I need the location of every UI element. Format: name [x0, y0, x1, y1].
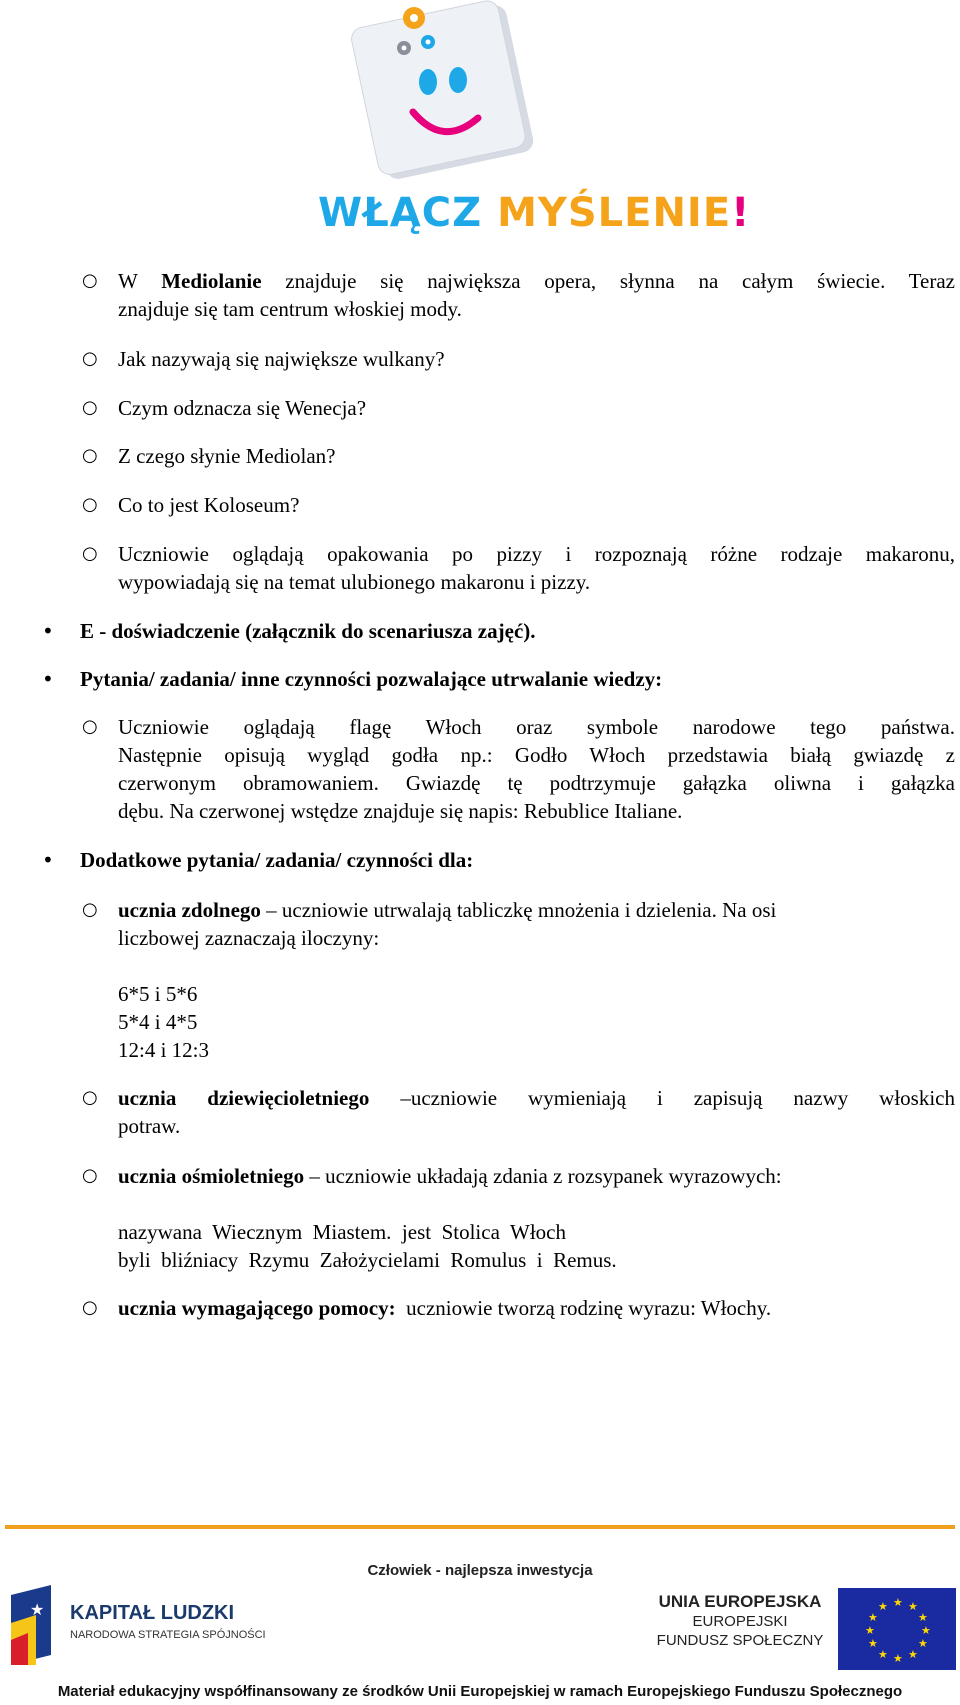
list-item-line: Następnie opisują wygląd godła np.: Godło Włoch przedstawia białą gwiazdę z: [118, 743, 955, 767]
circle-bullet-icon: ○: [82, 348, 98, 369]
eu-flag-icon: [838, 1588, 956, 1670]
circle-bullet-icon: ○: [82, 270, 98, 291]
circle-bullet-icon: ○: [82, 397, 98, 418]
list-item: Czym odznacza się Wenecja?: [118, 396, 367, 420]
kapital-ludzki-title: KAPITAŁ LUDZKI: [70, 1602, 235, 1624]
section-heading: E - doświadczenie (załącznik do scenariusza zajęć).: [80, 619, 536, 643]
list-item-line: liczbowej zaznaczają iloczyny:: [118, 926, 380, 950]
wlacz-myslenie-logo: [318, 0, 751, 240]
list-item: Uczniowie oglądają opakowania po pizzy i rozpoznają różne rodzaje makaronu,: [118, 542, 955, 566]
svg-text:★: ★: [878, 1648, 888, 1661]
list-item-line: potraw.: [118, 1114, 181, 1138]
svg-text:★: ★: [893, 1596, 903, 1609]
svg-text:★: ★: [878, 1600, 888, 1613]
circle-bullet-icon: ○: [82, 494, 98, 515]
eu-text-block: [640, 1592, 840, 1650]
kapital-ludzki-emblem-icon: [6, 1585, 66, 1667]
footer-funding-note: Materiał edukacyjny współfinansowany ze środków Unii Europejskiej w ramach Europejskiego Funduszu Społecznego: [57, 1683, 903, 1700]
eu-line-1: UNIA EUROPEJSKA: [658, 1592, 822, 1611]
svg-text:★: ★: [865, 1624, 875, 1637]
circle-bullet-icon: ○: [82, 716, 98, 737]
list-item: ucznia zdolnego – uczniowie utrwalają tabliczkę mnożenia i dzielenia. Na osi: [118, 898, 777, 922]
svg-text:★: ★: [921, 1624, 931, 1637]
circle-bullet-icon: ○: [82, 1297, 98, 1318]
eu-line-3: FUNDUSZ SPOŁECZNY: [656, 1632, 824, 1649]
svg-text:★: ★: [908, 1648, 918, 1661]
footer-divider: [5, 1525, 955, 1529]
scrambled-sentence: byli bliźniacy Rzymu Założycielami Romulus i Remus.: [118, 1248, 617, 1272]
list-item-line: znajduje się tam centrum włoskiej mody.: [118, 297, 462, 321]
svg-text:★: ★: [30, 1600, 45, 1619]
svg-text:★: ★: [868, 1637, 878, 1650]
svg-text:★: ★: [893, 1652, 903, 1665]
list-item: Z czego słynie Mediolan?: [118, 444, 336, 468]
product-line: 12:4 i 12:3: [118, 1038, 210, 1062]
circle-bullet-icon: ○: [82, 1165, 98, 1186]
list-item: Uczniowie oglądają flagę Włoch oraz symbole narodowe tego państwa.: [118, 715, 955, 739]
list-item: ucznia dziewięcioletniego –uczniowie wymieniają i zapisują nazwy włoskich: [118, 1086, 955, 1110]
disc-bullet-icon: •: [42, 848, 54, 872]
svg-text:★: ★: [918, 1637, 928, 1650]
smiley-gear-icon: [318, 0, 658, 190]
circle-bullet-icon: ○: [82, 899, 98, 920]
circle-bullet-icon: ○: [82, 1087, 98, 1108]
list-item-line: czerwonym obramowaniem. Gwiazdę tę podtrzymuje gałązka oliwna i gałązka: [118, 771, 955, 795]
scrambled-sentence: nazywana Wiecznym Miastem. jest Stolica Włoch: [118, 1220, 567, 1244]
list-item: W Mediolanie znajduje się największa opera, słynna na całym świecie. Teraz: [118, 269, 956, 293]
kapital-ludzki-logo: [6, 1585, 266, 1667]
footer-slogan: Człowiek - najlepsza inwestycja: [367, 1562, 593, 1579]
list-item-line: dębu. Na czerwonej wstędze znajduje się napis: Rebublice Italiane.: [118, 799, 683, 823]
list-item: Co to jest Koloseum?: [118, 493, 300, 517]
svg-text:★: ★: [868, 1611, 878, 1624]
logo-word-1: WŁĄCZ: [318, 190, 483, 236]
disc-bullet-icon: •: [42, 619, 54, 643]
list-item: Jak nazywają się największe wulkany?: [118, 347, 445, 371]
list-item-line: wypowiadają się na temat ulubionego makaronu i pizzy.: [118, 570, 591, 594]
circle-bullet-icon: ○: [82, 543, 98, 564]
circle-bullet-icon: ○: [82, 445, 98, 466]
product-line: 5*4 i 4*5: [118, 1010, 198, 1034]
section-heading: Dodatkowe pytania/ zadania/ czynności dla:: [80, 848, 474, 872]
kapital-ludzki-subtitle: NARODOWA STRATEGIA SPÓJNOŚCI: [70, 1629, 266, 1641]
section-heading: Pytania/ zadania/ inne czynności pozwalające utrwalanie wiedzy:: [80, 667, 663, 691]
disc-bullet-icon: •: [42, 667, 54, 691]
logo-wordmark: [318, 190, 751, 236]
list-item: ucznia wymagającego pomocy: uczniowie tworzą rodzinę wyrazu: Włochy.: [118, 1296, 772, 1320]
eu-line-2: EUROPEJSKI: [692, 1613, 788, 1630]
svg-text:★: ★: [918, 1611, 928, 1624]
logo-exclamation: !: [731, 190, 751, 236]
product-line: 6*5 i 5*6: [118, 982, 198, 1006]
list-item: ucznia ośmioletniego – uczniowie układają zdania z rozsypanek wyrazowych:: [118, 1164, 782, 1188]
svg-text:★: ★: [908, 1600, 918, 1613]
logo-word-2: MYŚLENIE: [497, 190, 732, 236]
